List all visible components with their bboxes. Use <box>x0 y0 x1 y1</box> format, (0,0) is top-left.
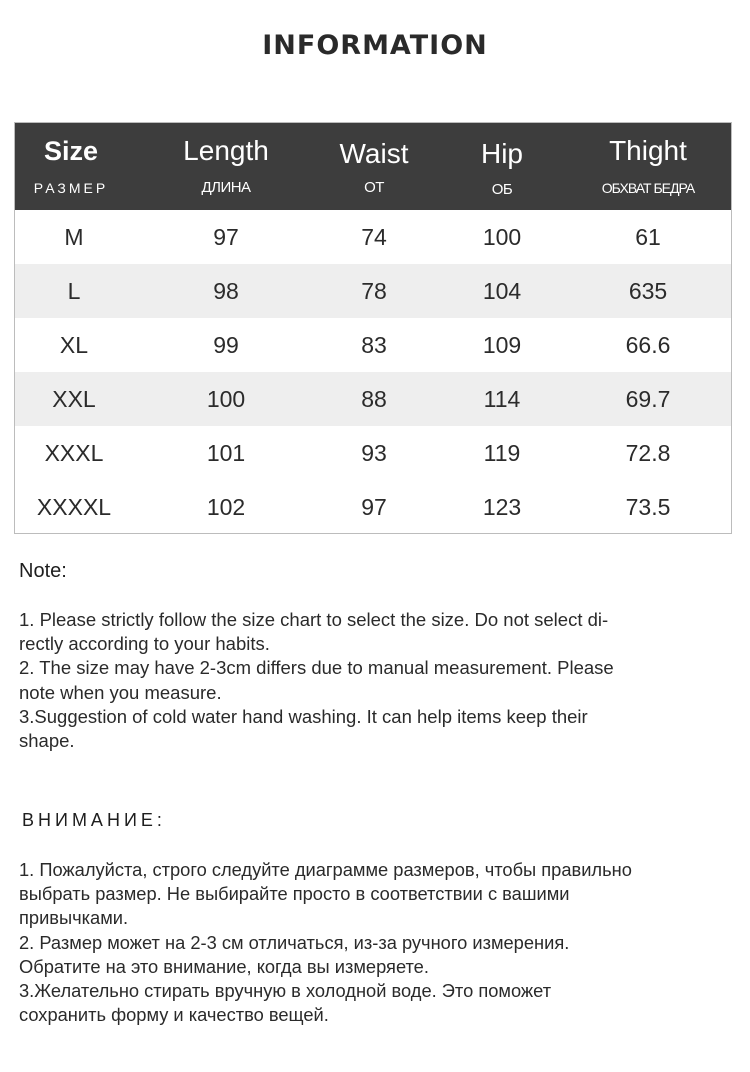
note-title: Note: <box>19 560 67 582</box>
cell-waist: 78 <box>361 278 387 304</box>
header-waist-ru: ОТ <box>364 179 384 196</box>
cell-size: M <box>64 224 84 250</box>
cell-length: 101 <box>206 440 246 466</box>
ru-note-title: ВНИМАНИЕ: <box>22 810 166 830</box>
cell-thight: 61 <box>635 224 661 250</box>
header-waist-en: Waist <box>339 138 409 169</box>
cell-size: XXXXL <box>36 494 112 520</box>
cell-hip: 100 <box>482 224 522 250</box>
header-hip-en: Hip <box>480 138 523 169</box>
ru-note-line: 1. Пожалуйста, строго следуйте диаграмме размеров, чтобы правильно <box>19 859 632 880</box>
cell-length: 99 <box>213 332 239 358</box>
header-size-ru: РАЗМЕР <box>33 180 109 196</box>
header-length-en: Length <box>183 135 269 166</box>
cell-waist: 83 <box>361 332 387 358</box>
note-paragraph <box>19 608 719 753</box>
header-size <box>15 123 127 210</box>
cell-thight: 66.6 <box>625 332 671 358</box>
ru-note-paragraph <box>19 858 734 1027</box>
cell-length: 100 <box>206 386 246 412</box>
header-size-en: Size <box>43 136 99 166</box>
table-row <box>15 264 731 318</box>
table-row <box>15 318 731 372</box>
cell-thight: 69.7 <box>625 386 671 412</box>
cell-hip: 109 <box>482 332 522 358</box>
cell-length: 102 <box>206 494 246 520</box>
cell-length: 98 <box>213 278 239 304</box>
table-row <box>15 372 731 426</box>
header-length-ru: ДЛИНА <box>201 179 251 196</box>
cell-thight: 73.5 <box>625 494 671 520</box>
header-thight <box>575 123 721 210</box>
ru-note-line: привычками. <box>19 907 129 929</box>
header-hip <box>429 123 575 210</box>
cell-waist: 88 <box>361 386 387 412</box>
cell-waist: 97 <box>361 494 387 520</box>
table-row <box>15 426 731 480</box>
header-thight-en: Thight <box>609 135 687 166</box>
cell-hip: 104 <box>482 278 522 304</box>
cell-thight: 635 <box>628 278 668 304</box>
cell-size: XXXL <box>44 440 104 466</box>
note-line: shape. <box>19 730 75 752</box>
note-line: rectly according to your habits. <box>19 633 270 655</box>
ru-note-line: 2. Размер может на 2-3 см отличаться, из-за ручного измерения. <box>19 931 570 953</box>
ru-note-line: Обратите на это внимание, когда вы измеряете. <box>19 955 429 977</box>
cell-thight: 72.8 <box>625 440 671 466</box>
note-line: 2. The size may have 2-3cm differs due to manual measurement. Please <box>19 657 614 679</box>
header-thight-ru: ОБХВАТ БЕДРА <box>601 180 695 196</box>
table-header <box>15 123 731 210</box>
cell-waist: 93 <box>361 440 387 466</box>
cell-hip: 114 <box>483 386 521 412</box>
cell-hip: 119 <box>483 440 521 466</box>
note-line: 3.Suggestion of cold water hand washing. It can help items keep their <box>19 705 588 727</box>
note-line: 1. Please strictly follow the size chart to select the size. Do not select di- <box>19 609 609 630</box>
cell-size: L <box>67 278 81 304</box>
cell-size: XXL <box>52 386 96 412</box>
cell-hip: 123 <box>482 494 522 520</box>
cell-waist: 74 <box>361 224 387 250</box>
table-row <box>15 480 731 534</box>
table-row <box>15 210 731 264</box>
page-title: INFORMATION <box>262 30 488 61</box>
cell-length: 97 <box>213 224 239 250</box>
header-waist <box>301 123 447 210</box>
header-hip-ru: ОБ <box>491 181 513 198</box>
ru-note-line: 3.Желательно стирать вручную в холодной воде. Это поможет <box>19 980 552 1002</box>
cell-size: XL <box>59 332 89 358</box>
size-chart-table <box>14 122 732 534</box>
note-line: note when you measure. <box>19 681 222 703</box>
ru-note-line: сохранить форму и качество вещей. <box>19 1004 329 1026</box>
header-length <box>153 123 299 210</box>
ru-note-line: выбрать размер. Не выбирайте просто в соответствии с вашими <box>19 883 570 905</box>
